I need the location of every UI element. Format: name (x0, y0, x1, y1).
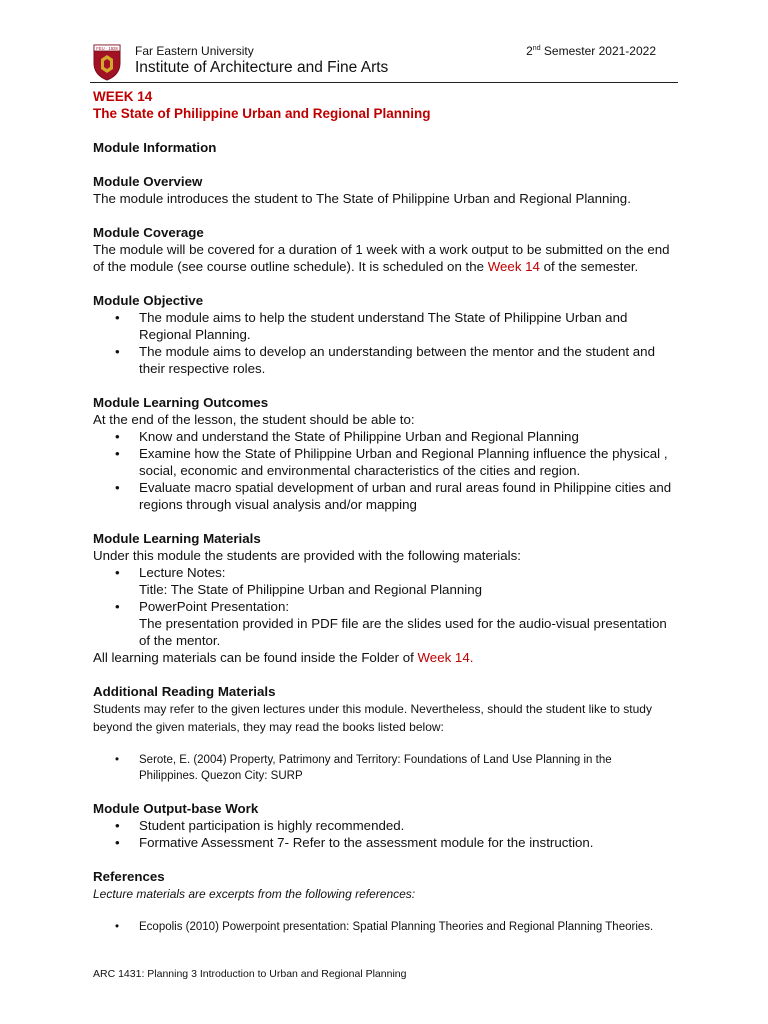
materials-closing-text: All learning materials can be found inside the Folder of (93, 650, 418, 665)
module-title: The State of Philippine Urban and Regional Planning (93, 106, 431, 121)
reading-heading: Additional Reading Materials (93, 684, 276, 699)
coverage-text (93, 241, 673, 275)
list-item: • The module aims to develop an understanding between the mentor and the student and their respective roles. (93, 343, 673, 377)
output-heading: Module Output-base Work (93, 801, 259, 816)
list-item (93, 598, 673, 649)
institute-name: Institute of Architecture and Fine Arts (135, 59, 389, 76)
semester-number: 2 (526, 44, 533, 58)
seal-text: FEU · 1928 (96, 45, 118, 51)
outcomes-heading: Module Learning Outcomes (93, 395, 269, 410)
references-list (93, 919, 673, 935)
materials-intro: Under this module the students are provided with the following materials: (93, 548, 521, 563)
list-item: • Formative Assessment 7- Refer to the assessment module for the instruction. (93, 834, 673, 851)
list-item: • The module aims to help the student understand The State of Philippine Urban and Regional Planning. (93, 309, 673, 343)
list-item: • Know and understand the State of Philippine Urban and Regional Planning (93, 428, 673, 445)
lecture-notes-detail: Title: The State of Philippine Urban and Regional Planning (139, 582, 482, 597)
overview-heading: Module Overview (93, 174, 203, 189)
week-label: WEEK 14 (93, 89, 153, 104)
list-item: • Serote, E. (2004) Property, Patrimony and Territory: Foundations of Land Use Planning in the Philippines. Quezon City: SURP (93, 752, 673, 784)
overview-text: The module introduces the student to The State of Philippine Urban and Regional Planning. (93, 191, 631, 206)
materials-heading: Module Learning Materials (93, 531, 261, 546)
objective-heading: Module Objective (93, 293, 204, 308)
list-item: • Evaluate macro spatial development of urban and rural areas found in Philippine cities and regions through visual analysis and/or mapping (93, 479, 673, 513)
semester-label (526, 44, 656, 58)
semester-text: Semester 2021-2022 (540, 44, 656, 58)
module-information-heading: Module Information (93, 140, 217, 155)
coverage-week: Week 14 (487, 259, 540, 274)
materials-closing-week: Week 14. (417, 650, 474, 665)
references-heading: References (93, 869, 165, 884)
coverage-heading: Module Coverage (93, 225, 204, 240)
lecture-notes-label: • Lecture Notes: (139, 565, 226, 580)
page-header (90, 40, 678, 83)
outcomes-list (93, 428, 673, 513)
university-name: Far Eastern University (135, 44, 254, 58)
outcomes-intro: At the end of the lesson, the student should be able to: (93, 412, 415, 427)
powerpoint-label: • PowerPoint Presentation: (139, 599, 290, 614)
coverage-text-b: of the semester. (539, 259, 639, 274)
page-footer: ARC 1431: Planning 3 Introduction to Urban and Regional Planning (93, 968, 407, 980)
document-body (93, 88, 673, 935)
list-item: • Ecopolis (2010) Powerpoint presentation: Spatial Planning Theories and Regional Planning Theories. (93, 919, 673, 935)
output-list (93, 817, 673, 851)
list-item: • Student participation is highly recommended. (93, 817, 673, 834)
coverage-text-a: The module will be covered for a duration of 1 week with a work output to be submitted on the end of the module (see course outline schedule). It is scheduled on the (93, 242, 670, 274)
reading-list (93, 752, 673, 784)
materials-closing (93, 649, 673, 666)
materials-list (93, 564, 673, 649)
list-item: • Examine how the State of Philippine Urban and Regional Planning influence the physical , social, economic and environmental characteristics of the cities and region. (93, 445, 673, 479)
feu-seal-icon (92, 43, 122, 81)
reading-text: Students may refer to the given lectures under this module. Nevertheless, should the student like to study beyond the given materials, they may read the books listed below: (93, 702, 652, 734)
semester-superscript: nd (532, 45, 541, 52)
objective-list (93, 309, 673, 377)
list-item (93, 564, 673, 598)
powerpoint-detail: The presentation provided in PDF file are the slides used for the audio-visual presentation of the mentor. (139, 616, 667, 648)
references-intro: Lecture materials are excerpts from the following references: (93, 887, 416, 901)
